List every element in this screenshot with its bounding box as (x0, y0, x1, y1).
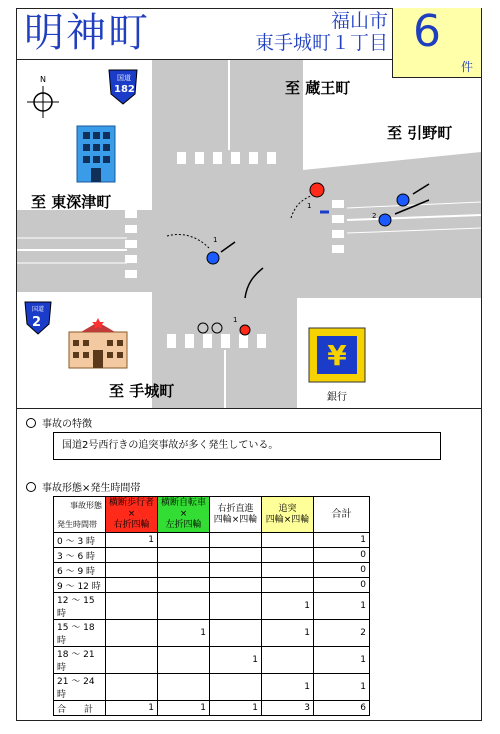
accident-count: 6 (413, 6, 441, 57)
count-cell (158, 548, 210, 563)
column-header: 右折直進 四輪×四輪 (210, 497, 262, 533)
svg-text:¥: ¥ (327, 339, 347, 372)
table-heading: 事故形態×発生時間帯 (26, 479, 140, 494)
column-header: 追突 四輪×四輪 (262, 497, 314, 533)
count-cell (210, 548, 262, 563)
marker-label: 1 (213, 236, 218, 244)
count-cell (106, 563, 158, 578)
count-cell: 1 (262, 620, 314, 647)
count-cell (210, 593, 262, 620)
table-row (54, 593, 370, 620)
row-total-cell: 0 (314, 578, 370, 593)
marker-label: 1 (233, 316, 238, 324)
dest-north: 至 蔵王町 (285, 79, 351, 97)
table-row (54, 578, 370, 593)
count-cell (106, 647, 158, 674)
marker-label: 2 (372, 212, 377, 220)
row-total-cell: 1 (314, 647, 370, 674)
row-total-cell: 0 (314, 563, 370, 578)
compass-icon (27, 75, 59, 118)
count-cell (158, 578, 210, 593)
count-cell (262, 533, 314, 548)
column-header: 横断歩行者 × 右折四輪 (106, 497, 158, 533)
row-total-cell: 1 (314, 593, 370, 620)
school-icon (69, 318, 127, 368)
table-row (54, 533, 370, 548)
count-cell (262, 563, 314, 578)
table-row (54, 563, 370, 578)
count-cell (106, 548, 158, 563)
count-cell (262, 647, 314, 674)
count-cell: 1 (262, 593, 314, 620)
count-cell (210, 620, 262, 647)
row-total-cell: 2 (314, 620, 370, 647)
town-name: 明神町 (24, 10, 150, 56)
dest-east: 至 引野町 (387, 124, 453, 142)
count-cell: 3 (262, 701, 314, 716)
count-cell (158, 647, 210, 674)
count-cell: 1 (106, 533, 158, 548)
count-cell: 1 (106, 701, 158, 716)
bullet-icon (26, 418, 36, 428)
corner-header: 事故形態 発生時間帯 (54, 497, 106, 533)
features-heading: 事故の特徴 (26, 415, 92, 430)
building-icon (77, 126, 115, 182)
svg-text:N: N (40, 75, 46, 84)
bank-label: 銀行 (327, 392, 347, 403)
dest-south: 至 手城町 (109, 382, 175, 400)
count-cell (106, 593, 158, 620)
accident-table (53, 496, 370, 716)
route-182-number: 182 (114, 84, 135, 95)
row-total-cell: 6 (314, 701, 370, 716)
time-band-label: 6 ～ 9 時 (54, 563, 106, 578)
route-2-label: 国道 (32, 306, 45, 313)
column-header: 横断自転車 × 左折四輪 (158, 497, 210, 533)
count-cell: 1 (210, 701, 262, 716)
time-band-label: 0 ～ 3 時 (54, 533, 106, 548)
table-row (54, 620, 370, 647)
bullet-icon (26, 482, 36, 492)
count-cell (106, 620, 158, 647)
time-band-label: 3 ～ 6 時 (54, 548, 106, 563)
count-cell (210, 674, 262, 701)
count-cell (158, 533, 210, 548)
features-box: 国道2号西行きの追突事故が多く発生している。 (53, 432, 441, 460)
count-cell (262, 578, 314, 593)
address: 東手城町１丁目 (254, 32, 388, 54)
bank-icon (309, 328, 365, 382)
city-name: 福山市 (330, 10, 388, 32)
route-2-number: 2 (32, 315, 42, 330)
time-band-label: 12 ～ 15 時 (54, 593, 106, 620)
count-cell (210, 533, 262, 548)
count-cell (158, 593, 210, 620)
count-cell: 1 (262, 674, 314, 701)
count-cell (106, 578, 158, 593)
count-cell: 1 (158, 620, 210, 647)
total-header: 合計 (314, 497, 370, 533)
row-total-cell: 1 (314, 674, 370, 701)
count-cell: 1 (158, 701, 210, 716)
count-cell (106, 674, 158, 701)
route-182-label: 国道 (117, 74, 131, 82)
time-band-label: 15 ～ 18 時 (54, 620, 106, 647)
count-cell (210, 578, 262, 593)
header (16, 6, 482, 74)
row-total-cell: 1 (314, 533, 370, 548)
table-row (54, 674, 370, 701)
count-cell (210, 563, 262, 578)
intersection-map (17, 60, 481, 408)
table-row (54, 701, 370, 716)
time-band-label: 合 計 (54, 701, 106, 716)
count-cell (262, 548, 314, 563)
divider (17, 408, 481, 409)
count-cell (158, 563, 210, 578)
row-total-cell: 0 (314, 548, 370, 563)
count-cell (158, 674, 210, 701)
table-row (54, 548, 370, 563)
dest-west: 至 東深津町 (31, 193, 112, 211)
time-band-label: 9 ～ 12 時 (54, 578, 106, 593)
table-row (54, 647, 370, 674)
marker-label: 1 (307, 202, 312, 210)
accident-count-unit: 件 (460, 60, 473, 74)
map-drawing (17, 60, 481, 408)
time-band-label: 18 ～ 21 時 (54, 647, 106, 674)
time-band-label: 21 ～ 24 時 (54, 674, 106, 701)
count-cell: 1 (210, 647, 262, 674)
